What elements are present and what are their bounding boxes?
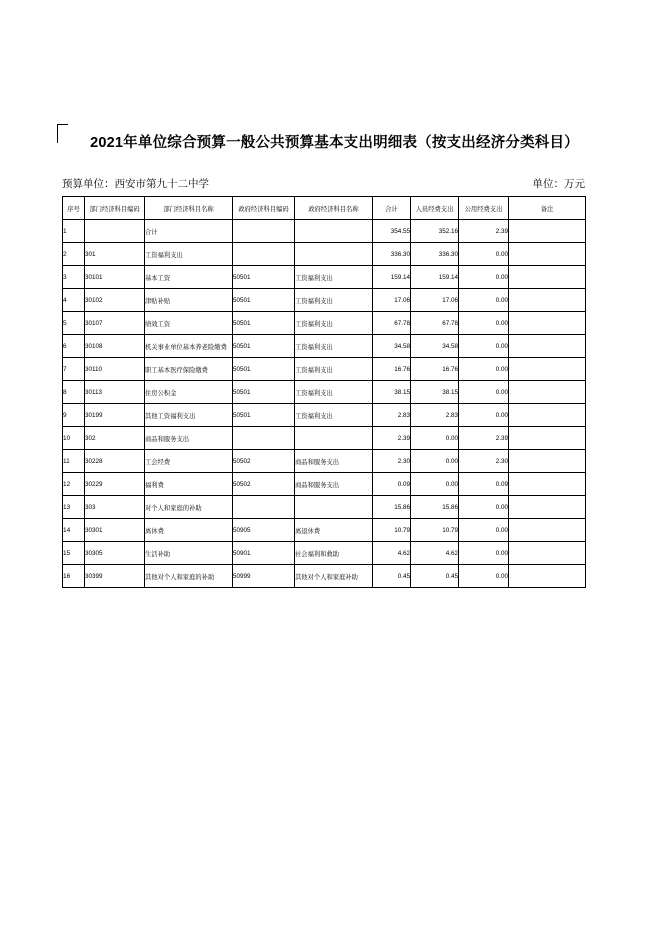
cell-gov-code: 50501: [233, 381, 295, 404]
cell-gov-name: 工资福利支出: [295, 358, 373, 381]
table-row: [63, 381, 586, 404]
cell-seq: 9: [63, 404, 85, 427]
cell-seq: 6: [63, 335, 85, 358]
table-row: [63, 519, 586, 542]
cell-dept-name: 津贴补贴: [145, 289, 233, 312]
cell-dept-name: 对个人和家庭的补助: [145, 496, 233, 519]
cell-dept-name: 工会经费: [145, 450, 233, 473]
table-row: [63, 450, 586, 473]
cell-remark: [509, 565, 586, 588]
cell-public: 0.00: [459, 243, 509, 266]
cell-remark: [509, 220, 586, 243]
cell-total: 336.30: [373, 243, 411, 266]
cell-total: 2.83: [373, 404, 411, 427]
cell-personnel: 38.15: [411, 381, 459, 404]
cell-seq: 10: [63, 427, 85, 450]
column-header-public: 公用经费支出: [459, 197, 509, 220]
cell-remark: [509, 289, 586, 312]
cell-gov-name: [295, 243, 373, 266]
cell-seq: 4: [63, 289, 85, 312]
cell-seq: 16: [63, 565, 85, 588]
cell-public: 0.00: [459, 312, 509, 335]
cell-remark: [509, 496, 586, 519]
cell-total: 67.78: [373, 312, 411, 335]
cell-gov-code: 50502: [233, 473, 295, 496]
cell-dept-code: 30305: [85, 542, 145, 565]
cell-total: 10.79: [373, 519, 411, 542]
cell-dept-code: [85, 220, 145, 243]
cell-dept-code: 30301: [85, 519, 145, 542]
cell-seq: 5: [63, 312, 85, 335]
column-header-total: 合计: [373, 197, 411, 220]
cell-total: 38.15: [373, 381, 411, 404]
cell-dept-name: 福利费: [145, 473, 233, 496]
cell-personnel: 4.62: [411, 542, 459, 565]
budget-unit-label: 预算单位：西安市第九十二中学: [62, 178, 209, 190]
cell-gov-code: [233, 496, 295, 519]
table-row: [63, 243, 586, 266]
table-row: [63, 404, 586, 427]
cell-personnel: 0.00: [411, 450, 459, 473]
column-header-gov-code: 政府经济科目编码: [233, 197, 295, 220]
cell-gov-name: 工资福利支出: [295, 335, 373, 358]
cell-gov-code: 50501: [233, 335, 295, 358]
cell-remark: [509, 542, 586, 565]
cell-public: 0.00: [459, 404, 509, 427]
cell-dept-code: 30399: [85, 565, 145, 588]
table-row: [63, 565, 586, 588]
column-header-seq: 序号: [63, 197, 85, 220]
cell-remark: [509, 404, 586, 427]
cell-dept-code: 30107: [85, 312, 145, 335]
cell-seq: 11: [63, 450, 85, 473]
cell-dept-code: 30110: [85, 358, 145, 381]
cell-gov-code: [233, 220, 295, 243]
cell-remark: [509, 473, 586, 496]
cell-public: 0.00: [459, 358, 509, 381]
cell-total: 0.09: [373, 473, 411, 496]
cell-seq: 3: [63, 266, 85, 289]
cell-public: 0.00: [459, 519, 509, 542]
cell-seq: 12: [63, 473, 85, 496]
cell-total: 2.39: [373, 427, 411, 450]
column-header-dept-code: 部门经济科目编码: [85, 197, 145, 220]
cell-remark: [509, 450, 586, 473]
table-row: [63, 220, 586, 243]
cell-gov-name: 离退休费: [295, 519, 373, 542]
cell-total: 2.30: [373, 450, 411, 473]
cell-remark: [509, 243, 586, 266]
column-header-gov-name: 政府经济科目名称: [295, 197, 373, 220]
page-title: 2021年单位综合预算一般公共预算基本支出明细表（按支出经济分类科目）: [90, 135, 579, 151]
cell-total: 16.76: [373, 358, 411, 381]
column-header-remark: 备注: [509, 197, 586, 220]
cell-personnel: 352.16: [411, 220, 459, 243]
cell-gov-name: 工资福利支出: [295, 266, 373, 289]
cell-public: 0.00: [459, 381, 509, 404]
table-row: [63, 496, 586, 519]
column-header-personnel: 人员经费支出: [411, 197, 459, 220]
table-row: [63, 289, 586, 312]
cell-dept-code: 302: [85, 427, 145, 450]
table-row: [63, 427, 586, 450]
cell-dept-code: 30101: [85, 266, 145, 289]
cell-public: 0.00: [459, 496, 509, 519]
table-row: [63, 542, 586, 565]
cell-personnel: 17.06: [411, 289, 459, 312]
table-row: [63, 473, 586, 496]
cell-gov-code: [233, 243, 295, 266]
cell-dept-name: 生活补助: [145, 542, 233, 565]
cell-total: 0.45: [373, 565, 411, 588]
cell-seq: 2: [63, 243, 85, 266]
cell-public: 2.39: [459, 427, 509, 450]
cell-remark: [509, 312, 586, 335]
cell-personnel: 0.45: [411, 565, 459, 588]
cell-gov-code: 50501: [233, 404, 295, 427]
cell-remark: [509, 427, 586, 450]
cell-seq: 7: [63, 358, 85, 381]
cell-gov-name: 工资福利支出: [295, 312, 373, 335]
cell-gov-name: 商品和服务支出: [295, 473, 373, 496]
cell-seq: 14: [63, 519, 85, 542]
subheader: [62, 176, 585, 191]
cell-gov-name: 工资福利支出: [295, 381, 373, 404]
cell-public: 0.00: [459, 565, 509, 588]
cell-total: 34.58: [373, 335, 411, 358]
cell-dept-name: 其他工资福利支出: [145, 404, 233, 427]
cell-total: 17.06: [373, 289, 411, 312]
cell-gov-code: 50905: [233, 519, 295, 542]
cell-dept-code: 30228: [85, 450, 145, 473]
cell-public: 0.00: [459, 335, 509, 358]
cell-public: 0.00: [459, 289, 509, 312]
cell-public: 0.00: [459, 266, 509, 289]
cell-personnel: 336.30: [411, 243, 459, 266]
cell-gov-code: 50999: [233, 565, 295, 588]
cell-seq: 8: [63, 381, 85, 404]
cell-gov-name: 工资福利支出: [295, 404, 373, 427]
cell-gov-name: 社会福利和救助: [295, 542, 373, 565]
cell-public: 0.09: [459, 473, 509, 496]
cell-dept-name: 工资福利支出: [145, 243, 233, 266]
cell-personnel: 0.00: [411, 427, 459, 450]
cell-personnel: 10.79: [411, 519, 459, 542]
cell-public: 2.39: [459, 220, 509, 243]
cell-personnel: 15.86: [411, 496, 459, 519]
cell-personnel: 67.78: [411, 312, 459, 335]
cell-gov-code: [233, 427, 295, 450]
amount-unit-label: 单位：万元: [532, 178, 585, 190]
cell-gov-name: [295, 220, 373, 243]
cell-gov-code: 50901: [233, 542, 295, 565]
cell-dept-code: 30108: [85, 335, 145, 358]
cell-gov-name: 其他对个人和家庭补助: [295, 565, 373, 588]
cell-remark: [509, 266, 586, 289]
cell-gov-name: [295, 427, 373, 450]
cell-dept-code: 303: [85, 496, 145, 519]
cell-remark: [509, 335, 586, 358]
cell-seq: 15: [63, 542, 85, 565]
cell-remark: [509, 381, 586, 404]
cell-personnel: 34.58: [411, 335, 459, 358]
cell-dept-code: 30113: [85, 381, 145, 404]
cell-gov-code: 50501: [233, 312, 295, 335]
cell-gov-code: 50501: [233, 289, 295, 312]
cell-gov-name: 商品和服务支出: [295, 450, 373, 473]
cell-dept-name: 绩效工资: [145, 312, 233, 335]
cell-dept-code: 30199: [85, 404, 145, 427]
cell-remark: [509, 519, 586, 542]
table-body: [63, 220, 586, 588]
table-header-row: [63, 197, 586, 220]
cell-dept-code: 30102: [85, 289, 145, 312]
cell-dept-name: 合计: [145, 220, 233, 243]
table-row: [63, 335, 586, 358]
cell-dept-name: 商品和服务支出: [145, 427, 233, 450]
cell-dept-name: 职工基本医疗保险缴费: [145, 358, 233, 381]
table-row: [63, 312, 586, 335]
cell-public: 2.30: [459, 450, 509, 473]
cell-dept-name: 其他对个人和家庭的补助: [145, 565, 233, 588]
table-row: [63, 266, 586, 289]
cell-dept-code: 301: [85, 243, 145, 266]
cell-seq: 13: [63, 496, 85, 519]
cell-seq: 1: [63, 220, 85, 243]
cell-public: 0.00: [459, 542, 509, 565]
cell-total: 159.14: [373, 266, 411, 289]
cell-gov-code: 50502: [233, 450, 295, 473]
table-row: [63, 358, 586, 381]
cell-dept-name: 基本工资: [145, 266, 233, 289]
cell-personnel: 16.76: [411, 358, 459, 381]
budget-detail-table: [62, 196, 586, 588]
cell-dept-name: 离休费: [145, 519, 233, 542]
cell-total: 4.62: [373, 542, 411, 565]
cell-gov-name: [295, 496, 373, 519]
cell-dept-code: 30229: [85, 473, 145, 496]
cell-gov-code: 50501: [233, 266, 295, 289]
column-header-dept-name: 部门经济科目名称: [145, 197, 233, 220]
cell-dept-name: 机关事业单位基本养老险缴费: [145, 335, 233, 358]
cell-personnel: 0.00: [411, 473, 459, 496]
cell-gov-name: 工资福利支出: [295, 289, 373, 312]
cell-total: 354.55: [373, 220, 411, 243]
cell-dept-name: 住房公积金: [145, 381, 233, 404]
cell-gov-code: 50501: [233, 358, 295, 381]
cell-total: 15.86: [373, 496, 411, 519]
cell-personnel: 2.83: [411, 404, 459, 427]
cell-remark: [509, 358, 586, 381]
cell-personnel: 159.14: [411, 266, 459, 289]
